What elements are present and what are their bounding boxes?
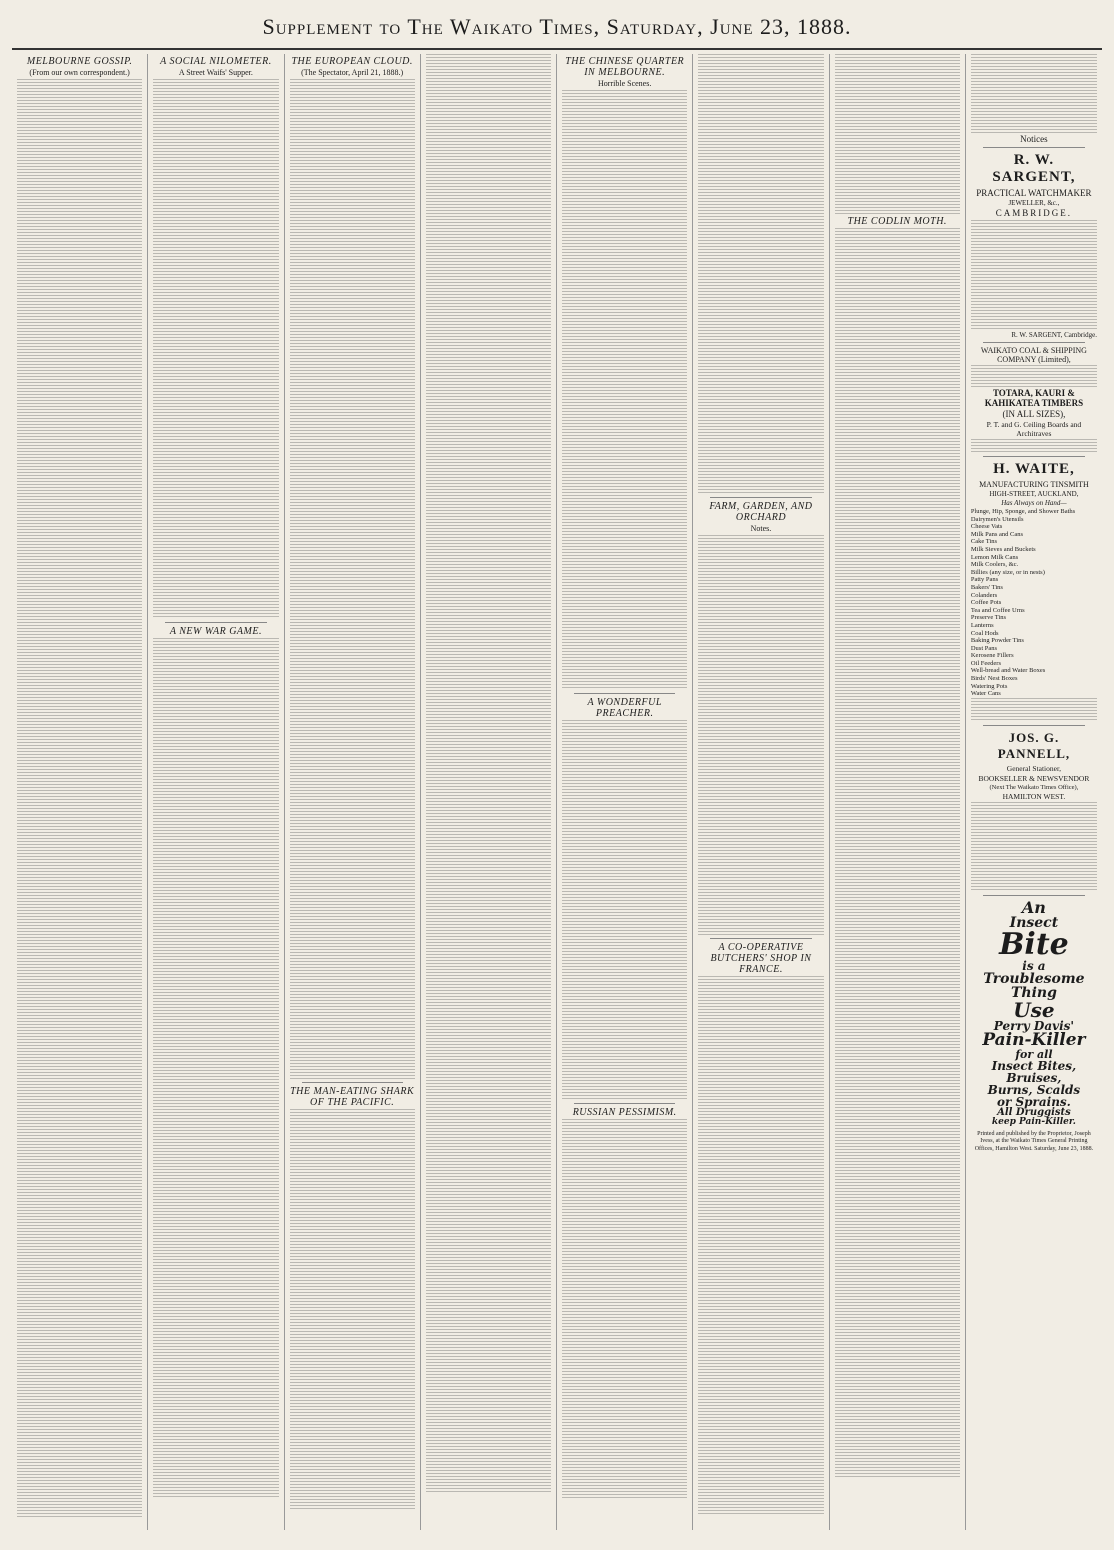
divider [983,147,1085,148]
divider [983,725,1085,726]
article-title-farm: FARM, GARDEN, AND ORCHARD [709,501,813,523]
article-body [835,54,960,214]
list-item: Coal Hods [970,629,999,637]
article-title-nilometer: A SOCIAL NILOMETER. [160,56,272,67]
column-1 [12,54,148,1530]
list-item: Well-bread and Water Boxes [970,667,1046,675]
article-title-cloud: THE EUROPEAN CLOUD. [291,56,413,67]
article-title-pessimism: RUSSIAN PESSIMISM. [572,1107,677,1118]
ad-waite-hand: Has Always on Hand— [1001,499,1067,507]
article-sub-farm: Notes. [750,524,772,533]
painkiller-line: Thing [1010,984,1057,1001]
list-item: Dairymen's Utensils [970,515,1024,523]
ad-body [971,220,1097,330]
columns [12,54,1102,1530]
imprint: Printed and published by the Proprietor, Joseph Ivess, at the Waikato Times General Printing Offices, Hamilton West. Saturday, June 23, 1888. [974,1130,1094,1152]
article-body [698,535,823,935]
painkiller-line: keep Pain-Killer. [991,1116,1076,1127]
painkiller-line: Burns, Scalds [987,1082,1081,1097]
ad-sargent-sign: R. W. SARGENT, Cambridge. [1011,331,1097,339]
article-title-preacher: A WONDERFUL PREACHER. [587,697,662,719]
article-body [153,79,278,619]
ad-waite-items [971,508,1097,698]
column-4 [421,54,557,1530]
ad-body [971,802,1097,892]
ad-pannell-trade2: BOOKSELLER & NEWSVENDOR [978,773,1090,783]
article-body [426,54,551,1494]
painkiller-line: is a [1022,958,1046,973]
article-title-new-war: A NEW WAR GAME. [169,626,262,637]
ad-body [971,365,1097,387]
painkiller-line: Bruises, [1006,1070,1062,1085]
notices-heading: Notices [1020,134,1048,144]
column-2 [148,54,284,1530]
column-3 [285,54,421,1530]
article-body [835,228,960,1478]
ad-coal-timber: TOTARA, KAURI & KAHIKATEA TIMBERS [984,388,1084,408]
article-title-shark: THE MAN-EATING SHARK OF THE PACIFIC. [290,1086,415,1108]
painkiller-line: for all [1015,1047,1053,1061]
painkiller-line: or Sprains. [996,1094,1071,1109]
article-body [562,90,687,690]
list-item: Watering Pots [970,682,1008,690]
article-sub-cloud: (The Spectator, April 21, 1888.) [301,68,404,77]
list-item: Tea and Coffee Urns [970,606,1025,614]
divider [574,1103,675,1104]
column-ads [966,54,1102,1530]
column-6 [693,54,829,1530]
article-body [153,638,278,1498]
ad-sargent-town: CAMBRIDGE. [995,208,1073,218]
article-title-codlin: THE CODLIN MOTH. [847,216,947,227]
list-item: Baking Powder Tins [970,637,1024,645]
article-title-butchers: A CO-OPERATIVE BUTCHERS' SHOP IN FRANCE. [710,942,812,975]
list-item: Cheese Vats [970,523,1003,531]
ad-waite-name: H. WAITE, [993,461,1075,477]
list-item: Milk Coolers, &c. [970,561,1019,569]
list-item: Water Cans [970,690,1001,698]
divider [574,693,675,694]
article-byline-melbourne: (From our own correspondent.) [29,68,130,77]
column-5 [557,54,693,1530]
painkiller-line: Pain-Killer [982,1029,1086,1050]
divider [302,1082,403,1083]
ad-sargent-trade: PRACTICAL WATCHMAKER [976,188,1092,198]
list-item: Patty Pans [970,576,999,584]
painkiller-line: All Druggists [997,1106,1071,1118]
painkiller-line: Insect [1009,914,1059,931]
painkiller-line: Insect Bites, [991,1058,1077,1073]
list-item: Milk Pans and Cans [970,530,1024,538]
list-item: Bakers' Tins [970,583,1003,591]
painkiller-line: An [1021,897,1046,917]
ad-waite-trade: MANUFACTURING TINSMITH [979,480,1089,489]
article-body [290,79,415,1079]
article-sub-nilometer: A Street Waifs' Supper. [178,68,253,77]
divider [710,497,811,498]
article-title-melbourne: MELBOURNE GOSSIP. [26,56,133,67]
list-item: Billies (any size, or in nests) [970,568,1045,576]
list-item: Preserve Tins [970,614,1007,622]
ad-pannell-addr: (Next The Waikato Times Office), [989,783,1079,791]
letter-body [971,54,1097,134]
divider [710,938,811,939]
ad-body [971,698,1097,722]
masthead: Supplement to The Waikato Times, Saturday, June 23, 1888. [12,10,1102,50]
article-body [698,976,823,1516]
list-item: Plunge, Hip, Sponge, and Shower Baths [970,508,1076,515]
list-item: Oil Feeders [970,659,1002,667]
article-body [17,79,142,1519]
ad-painkiller [971,897,1097,1127]
list-item: Coffee Pots [970,599,1002,607]
painkiller-line: Perry Davis' [993,1018,1075,1033]
divider [165,622,266,623]
ad-coal-name: WAIKATO COAL & SHIPPING COMPANY (Limited), [980,346,1087,364]
list-item: Birds' Nest Boxes [970,675,1018,683]
ad-pannell-trade: General Stationer, [1006,763,1062,773]
painkiller-line: Use [1013,997,1055,1022]
painkiller-line: Bite [999,926,1069,962]
list-item: Kerosene Fillers [970,652,1014,660]
divider [983,895,1085,896]
newspaper-page [12,10,1102,1530]
article-title-chinese: THE CHINESE QUARTER IN MELBOURNE. [565,56,685,78]
article-body [698,54,823,494]
list-item: Lemon Milk Cans [970,553,1019,561]
article-body [290,1109,415,1509]
article-body [562,1119,687,1499]
list-item: Dust Pans [970,644,998,652]
ad-coal-sizes: (IN ALL SIZES), [1002,409,1066,419]
ad-body [971,439,1097,453]
ad-sargent-trade2: JEWELLER, &c., [1008,199,1060,207]
article-body [562,720,687,1100]
ad-sargent-name: R. W. SARGENT, [992,152,1076,185]
list-item: Cake Tins [970,538,998,546]
list-item: Milk Sieves and Buckets [970,545,1036,553]
ad-waite-street: HIGH-STREET, AUCKLAND, [989,490,1079,498]
article-sub-chinese: Horrible Scenes. [598,79,652,88]
ad-pannell-town: HAMILTON WEST. [1002,791,1066,801]
list-item: Lanterns [970,621,994,629]
list-item: Colanders [970,591,998,599]
ad-pannell-name: JOS. G. PANNELL, [997,729,1071,761]
divider [983,456,1085,457]
column-7 [830,54,966,1530]
divider [983,342,1085,343]
ad-coal-agents: P. T. and G. Ceiling Boards and Architraves [986,420,1082,438]
painkiller-line: Troublesome [983,970,1085,987]
